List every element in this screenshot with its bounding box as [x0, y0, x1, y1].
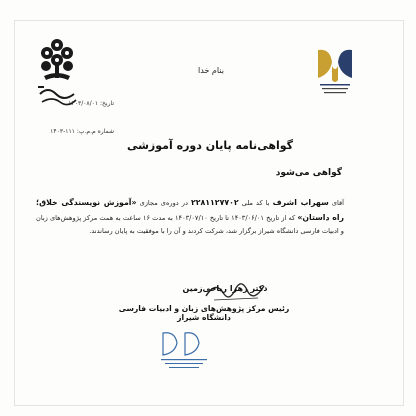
body-course-label: در دوره‌ی مجازی [139, 199, 188, 207]
document-number: شماره م.م.پ: ۱۱۱-۱۴۰۳ [50, 128, 114, 135]
document-date: تاریخ: ۱۴۰۳/۰۸/۰۱ [68, 100, 114, 107]
certifies-heading: گواهی می‌شود [275, 168, 342, 178]
official-stamp [155, 325, 217, 373]
body-details: که از تاریخ ۱۴۰۳/۰۶/۰۱ تا تاریخ ۱۴۰۳/۰۷/۱۰ به مدت ۱۶ ساعت به همت مرکز پژوهش‌های زبان و ادبیات فارسی دانشگاه شیراز برگزار شد، شرکت کردند و آن را با موفقیت به پایان رساندند. [36, 213, 344, 235]
research-center-logo [312, 44, 358, 100]
national-id: ۲۲۸۱۱۲۷۷۰۲ [191, 198, 239, 207]
certificate-title: گواهی‌نامه پایان دوره آموزشی [126, 139, 294, 152]
signatory-name: دکتر زهرا ریاحی‌زمین [182, 284, 268, 293]
certificate-body [36, 196, 344, 239]
recipient-name: سهراب اشرف [272, 198, 329, 207]
body-national-id-label: با کد ملی [241, 199, 270, 207]
course-title: «آموزش نویسندگی خلاق؛ راه داستان» [36, 198, 344, 222]
signatory-title: رئیس مرکز پژوهش‌های زبان و ادبیات فارسی دانشگاه شیراز [118, 304, 290, 322]
body-prefix: آقای [331, 199, 344, 207]
bismillah-heading: بنام خدا [198, 66, 224, 75]
